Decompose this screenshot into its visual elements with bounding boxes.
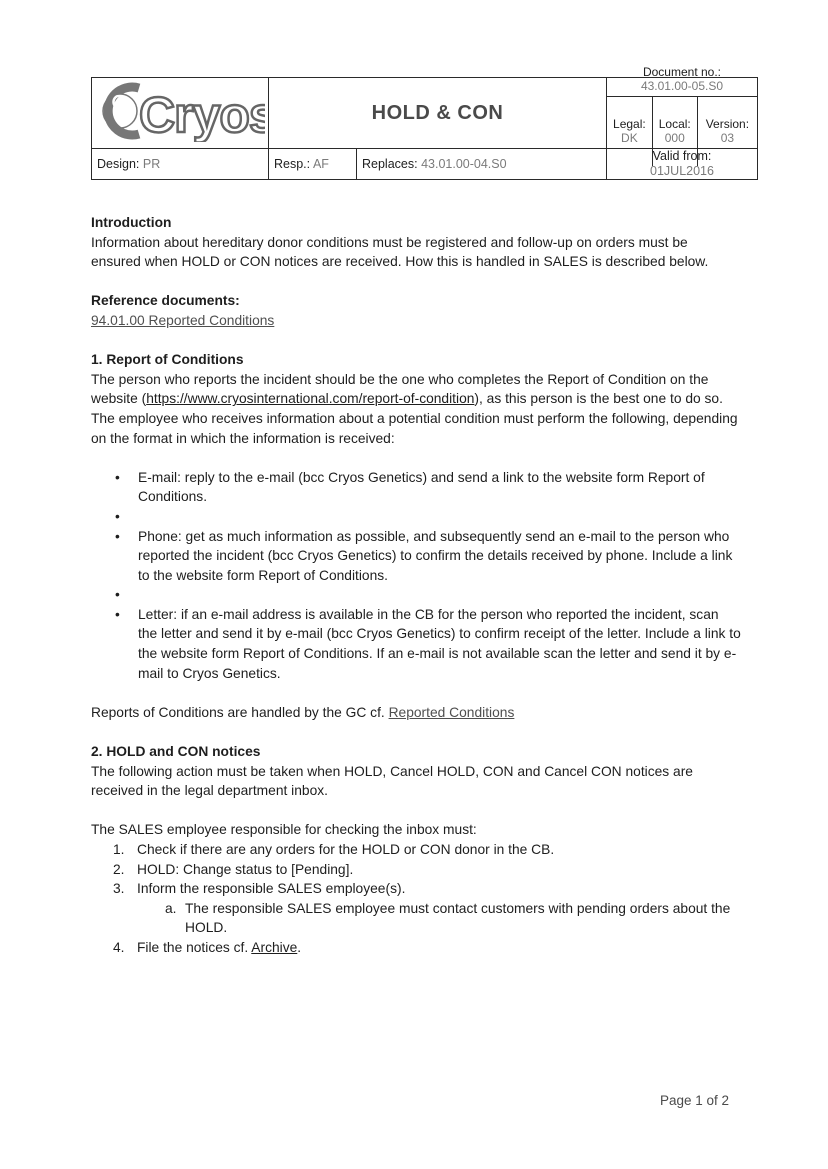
local-value: 000 [664, 131, 685, 145]
reference-heading: Reference documents: [91, 293, 240, 309]
step-end: . [297, 939, 302, 955]
section1-paragraph2: The employee who receives information about a potential condition must perform the following, depending on the format in which the information is received: [91, 410, 738, 446]
intro-heading: Introduction [91, 215, 172, 230]
step-number: 1. [113, 842, 125, 857]
inbox-steps-list [91, 840, 741, 899]
section2-paragraph1: The following action must be taken when HOLD, Cancel HOLD, CON and Cancel CON notices are received in the legal department inbox. [91, 763, 693, 799]
reference-link[interactable]: 94.01.00 Reported Conditions [91, 312, 275, 328]
section1-heading: 1. Report of Conditions [91, 352, 244, 368]
step-number: 3. [113, 881, 125, 897]
intro-text: Information about hereditary donor conditions must be registered and follow-up on orders must be ensured when HOLD or CON notices are received. How this is handled in SALES is described below. [91, 234, 709, 270]
section1-closing [91, 703, 741, 723]
contact-format-list [91, 468, 741, 684]
replaces-value: 43.01.00-04.S0 [421, 157, 507, 171]
step-text: Inform the responsible SALES employee(s). [137, 881, 406, 897]
legal-label: Legal: [613, 117, 646, 131]
valid-from-cell [607, 149, 758, 180]
valid-from-value: 01JUL2016 [650, 164, 714, 178]
version-label: Version: [705, 117, 750, 131]
design-cell [92, 149, 269, 180]
sub-step-text: The responsible SALES employee must contact customers with pending orders about the HOLD. [185, 900, 731, 936]
replaces-label: Replaces: [362, 157, 418, 171]
closing-text: Reports of Conditions are handled by the GC cf. [91, 704, 389, 720]
document-body [91, 213, 741, 958]
replaces-cell [357, 149, 607, 180]
step-number: 4. [113, 939, 125, 955]
resp-value: AF [312, 157, 329, 171]
step-text: Check if there are any orders for the HOLD or CON donor in the CB. [137, 842, 555, 857]
list-item [91, 840, 741, 860]
list-item [91, 879, 741, 899]
document-number-cell [607, 64, 758, 149]
list-item: • Letter: if an e-mail address is available in the CB for the person who reported the incident, scan the letter and send it by e-mail (bcc Cryos Genetics) to confirm receipt of the letter. Include a link to the website form Report of Conditions. If an e-mail is not available scan the letter and send it by e-mail to Cryos Genetics. [91, 605, 741, 683]
resp-label: Resp.: [274, 157, 311, 171]
archive-link[interactable]: Archive [251, 939, 298, 955]
version-value: 03 [720, 131, 735, 145]
cryos-logo [95, 80, 265, 142]
section2-heading: 2. HOLD and CON notices [91, 744, 261, 760]
design-value: PR [142, 157, 161, 171]
reported-conditions-link[interactable]: Reported Conditions [388, 704, 515, 720]
section1-paragraph1 [91, 370, 741, 409]
document-header [91, 64, 758, 180]
list-item [91, 938, 741, 958]
logo-cell [92, 78, 269, 149]
step-number: 2. [113, 861, 125, 877]
section1-p1-after: ), as this person is the best one to do so. [474, 391, 723, 407]
section2-paragraph2: The SALES employee responsible for checking the inbox must: [91, 822, 477, 838]
valid-from-label: Valid from: [652, 149, 712, 163]
step-text: File the notices cf. [137, 939, 252, 955]
doc-no-value: 43.01.00-05.S0 [640, 78, 724, 93]
section1-p1-before: The person who reports the incident should be the one who completes the Report of Condition on the website ( [91, 371, 709, 407]
page-number: Page 1 of 2 [660, 1093, 730, 1108]
sub-list-item [91, 899, 741, 938]
sub-step-letter: a. [165, 900, 177, 916]
inbox-steps-list-continued [91, 938, 741, 958]
list-item [91, 860, 741, 880]
design-label: Design: [97, 157, 140, 171]
document-title: HOLD & CON [269, 78, 607, 149]
list-item: • Phone: get as much information as possible, and subsequently send an e-mail to the person who reported the incident (bcc Cryos Genetics) to confirm the details received by phone. Include a link to the website form Report of Conditions. [91, 527, 741, 586]
local-label: Local: [658, 117, 691, 131]
step-text: HOLD: Change status to [Pending]. [137, 861, 354, 877]
list-item: • E-mail: reply to the e-mail (bcc Cryos Genetics) and send a link to the website form Report of Conditions. [91, 468, 741, 507]
doc-no-label: Document no.: [642, 64, 722, 79]
legal-value: DK [621, 131, 638, 145]
logo-text: Cryos [139, 86, 265, 142]
resp-cell [269, 149, 357, 180]
report-condition-url-link[interactable]: https://www.cryosinternational.com/report-of-condition [146, 391, 475, 407]
